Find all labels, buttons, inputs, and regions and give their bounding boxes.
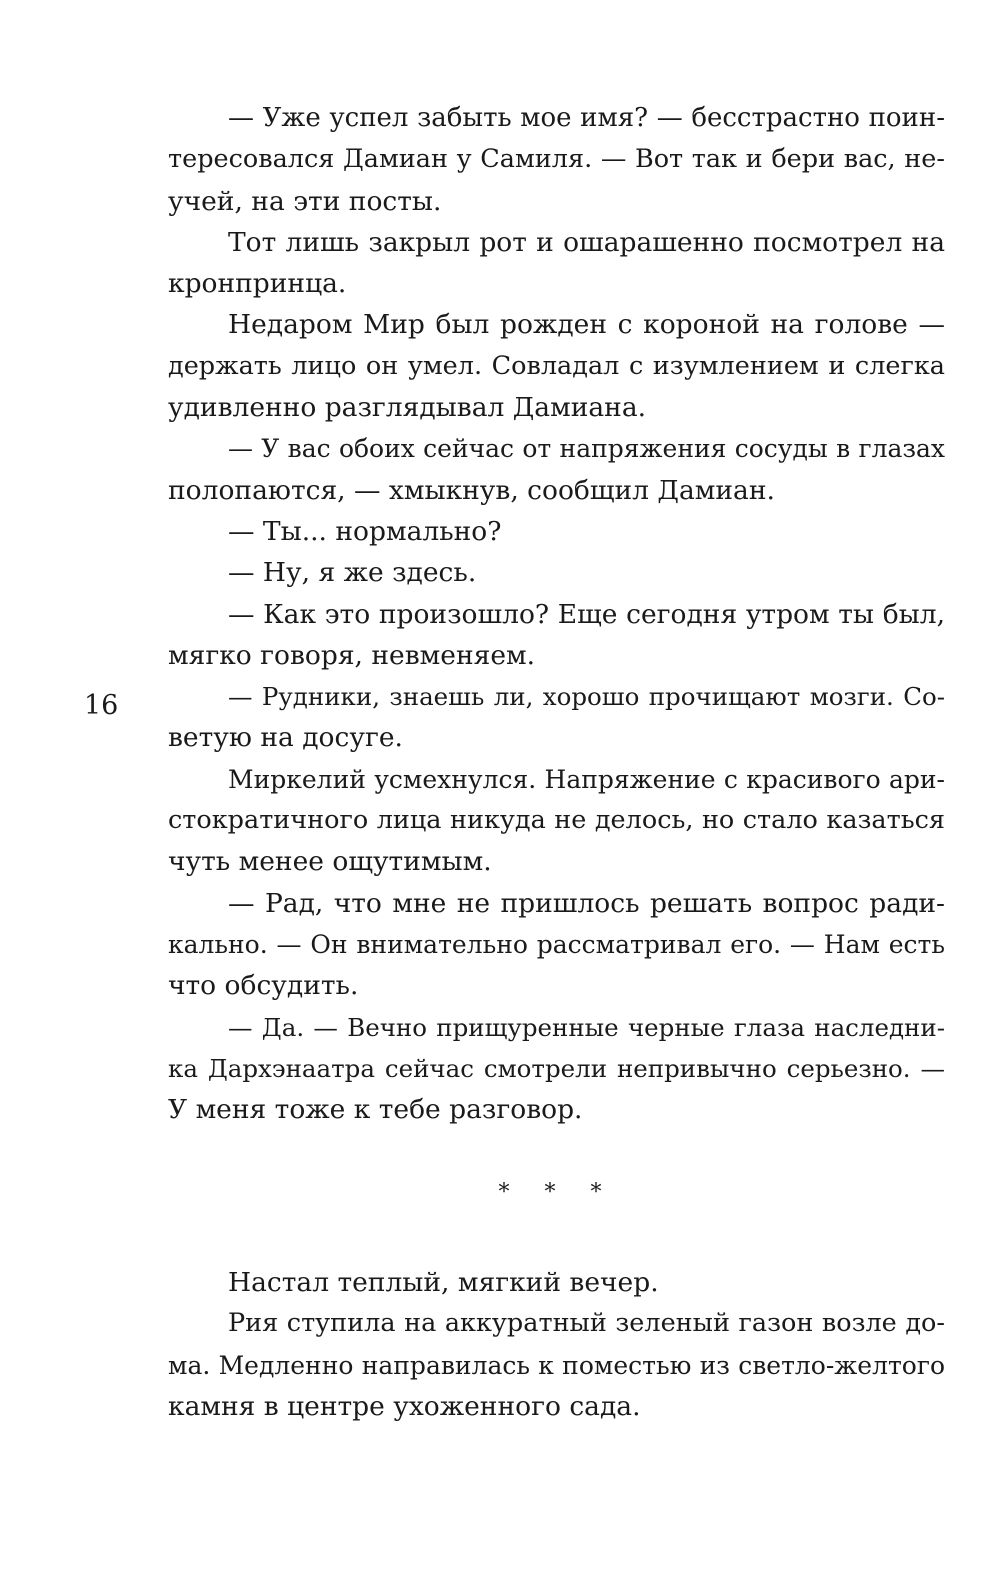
text-line: — Рад, что мне не пришлось решать вопрос ради- <box>228 887 945 919</box>
section-separator: * * * <box>498 1180 616 1205</box>
text-line: ка Дархэнаатра сейчас смотрели непривычно серьезно. — <box>168 1053 945 1083</box>
text-line: Миркелий усмехнулся. Напряжение с красивого ари- <box>228 764 945 794</box>
text-line: Настал теплый, мягкий вечер. <box>228 1267 659 1298</box>
text-line: ма. Медленно направилась к поместью из светло-желтого <box>168 1350 945 1380</box>
text-line: мягко говоря, невменяем. <box>168 639 536 671</box>
text-line: — Как это произошло? Еще сегодня утром ты был, <box>228 598 945 630</box>
text-line: ветую на досуге. <box>168 722 403 754</box>
text-line: У меня тоже к тебе разговор. <box>168 1094 583 1126</box>
text-line: чуть менее ощутимым. <box>168 846 492 878</box>
text-line: Рия ступила на аккуратный зеленый газон возле до- <box>228 1308 945 1339</box>
body-text-section-2 <box>168 1262 945 1427</box>
text-line: камня в центре ухоженного сада. <box>168 1390 641 1422</box>
text-line: — Рудники, знаешь ли, хорошо прочищают мозги. Со- <box>228 682 945 712</box>
text-line: кально. — Он внимательно рассматривал его. — Нам есть <box>168 929 945 959</box>
page-number: 16 <box>84 690 119 721</box>
text-line: учей, на эти посты. <box>168 185 442 217</box>
text-line: стократичного лица никуда не делось, но стало казаться <box>168 805 945 836</box>
text-line: — Ты... нормально? <box>228 515 502 547</box>
text-line: — Да. — Вечно прищуренные черные глаза наследни- <box>228 1012 945 1042</box>
body-text-section-1 <box>168 98 945 1130</box>
text-line: тересовался Дамиан у Самиля. — Вот так и бери вас, не- <box>168 144 945 175</box>
text-line: — Ну, я же здесь. <box>228 557 477 589</box>
text-line: Недаром Мир был рожден с короной на голове — <box>228 309 945 341</box>
text-line: — Уже успел забыть мое имя? — бесстрастно поин- <box>228 103 945 133</box>
text-line: что обсудить. <box>168 970 359 1002</box>
text-line: удивленно разглядывал Дамиана. <box>168 392 647 424</box>
text-line: Тот лишь закрыл рот и ошарашенно посмотрел на <box>228 226 945 258</box>
text-line: — У вас обоих сейчас от напряжения сосуды в глазах <box>228 434 945 464</box>
text-line: полопаются, — хмыкнув, сообщил Дамиан. <box>168 474 775 506</box>
text-line: держать лицо он умел. Совладал с изумлением и слегка <box>168 350 945 381</box>
text-line: кронпринца. <box>168 268 347 300</box>
